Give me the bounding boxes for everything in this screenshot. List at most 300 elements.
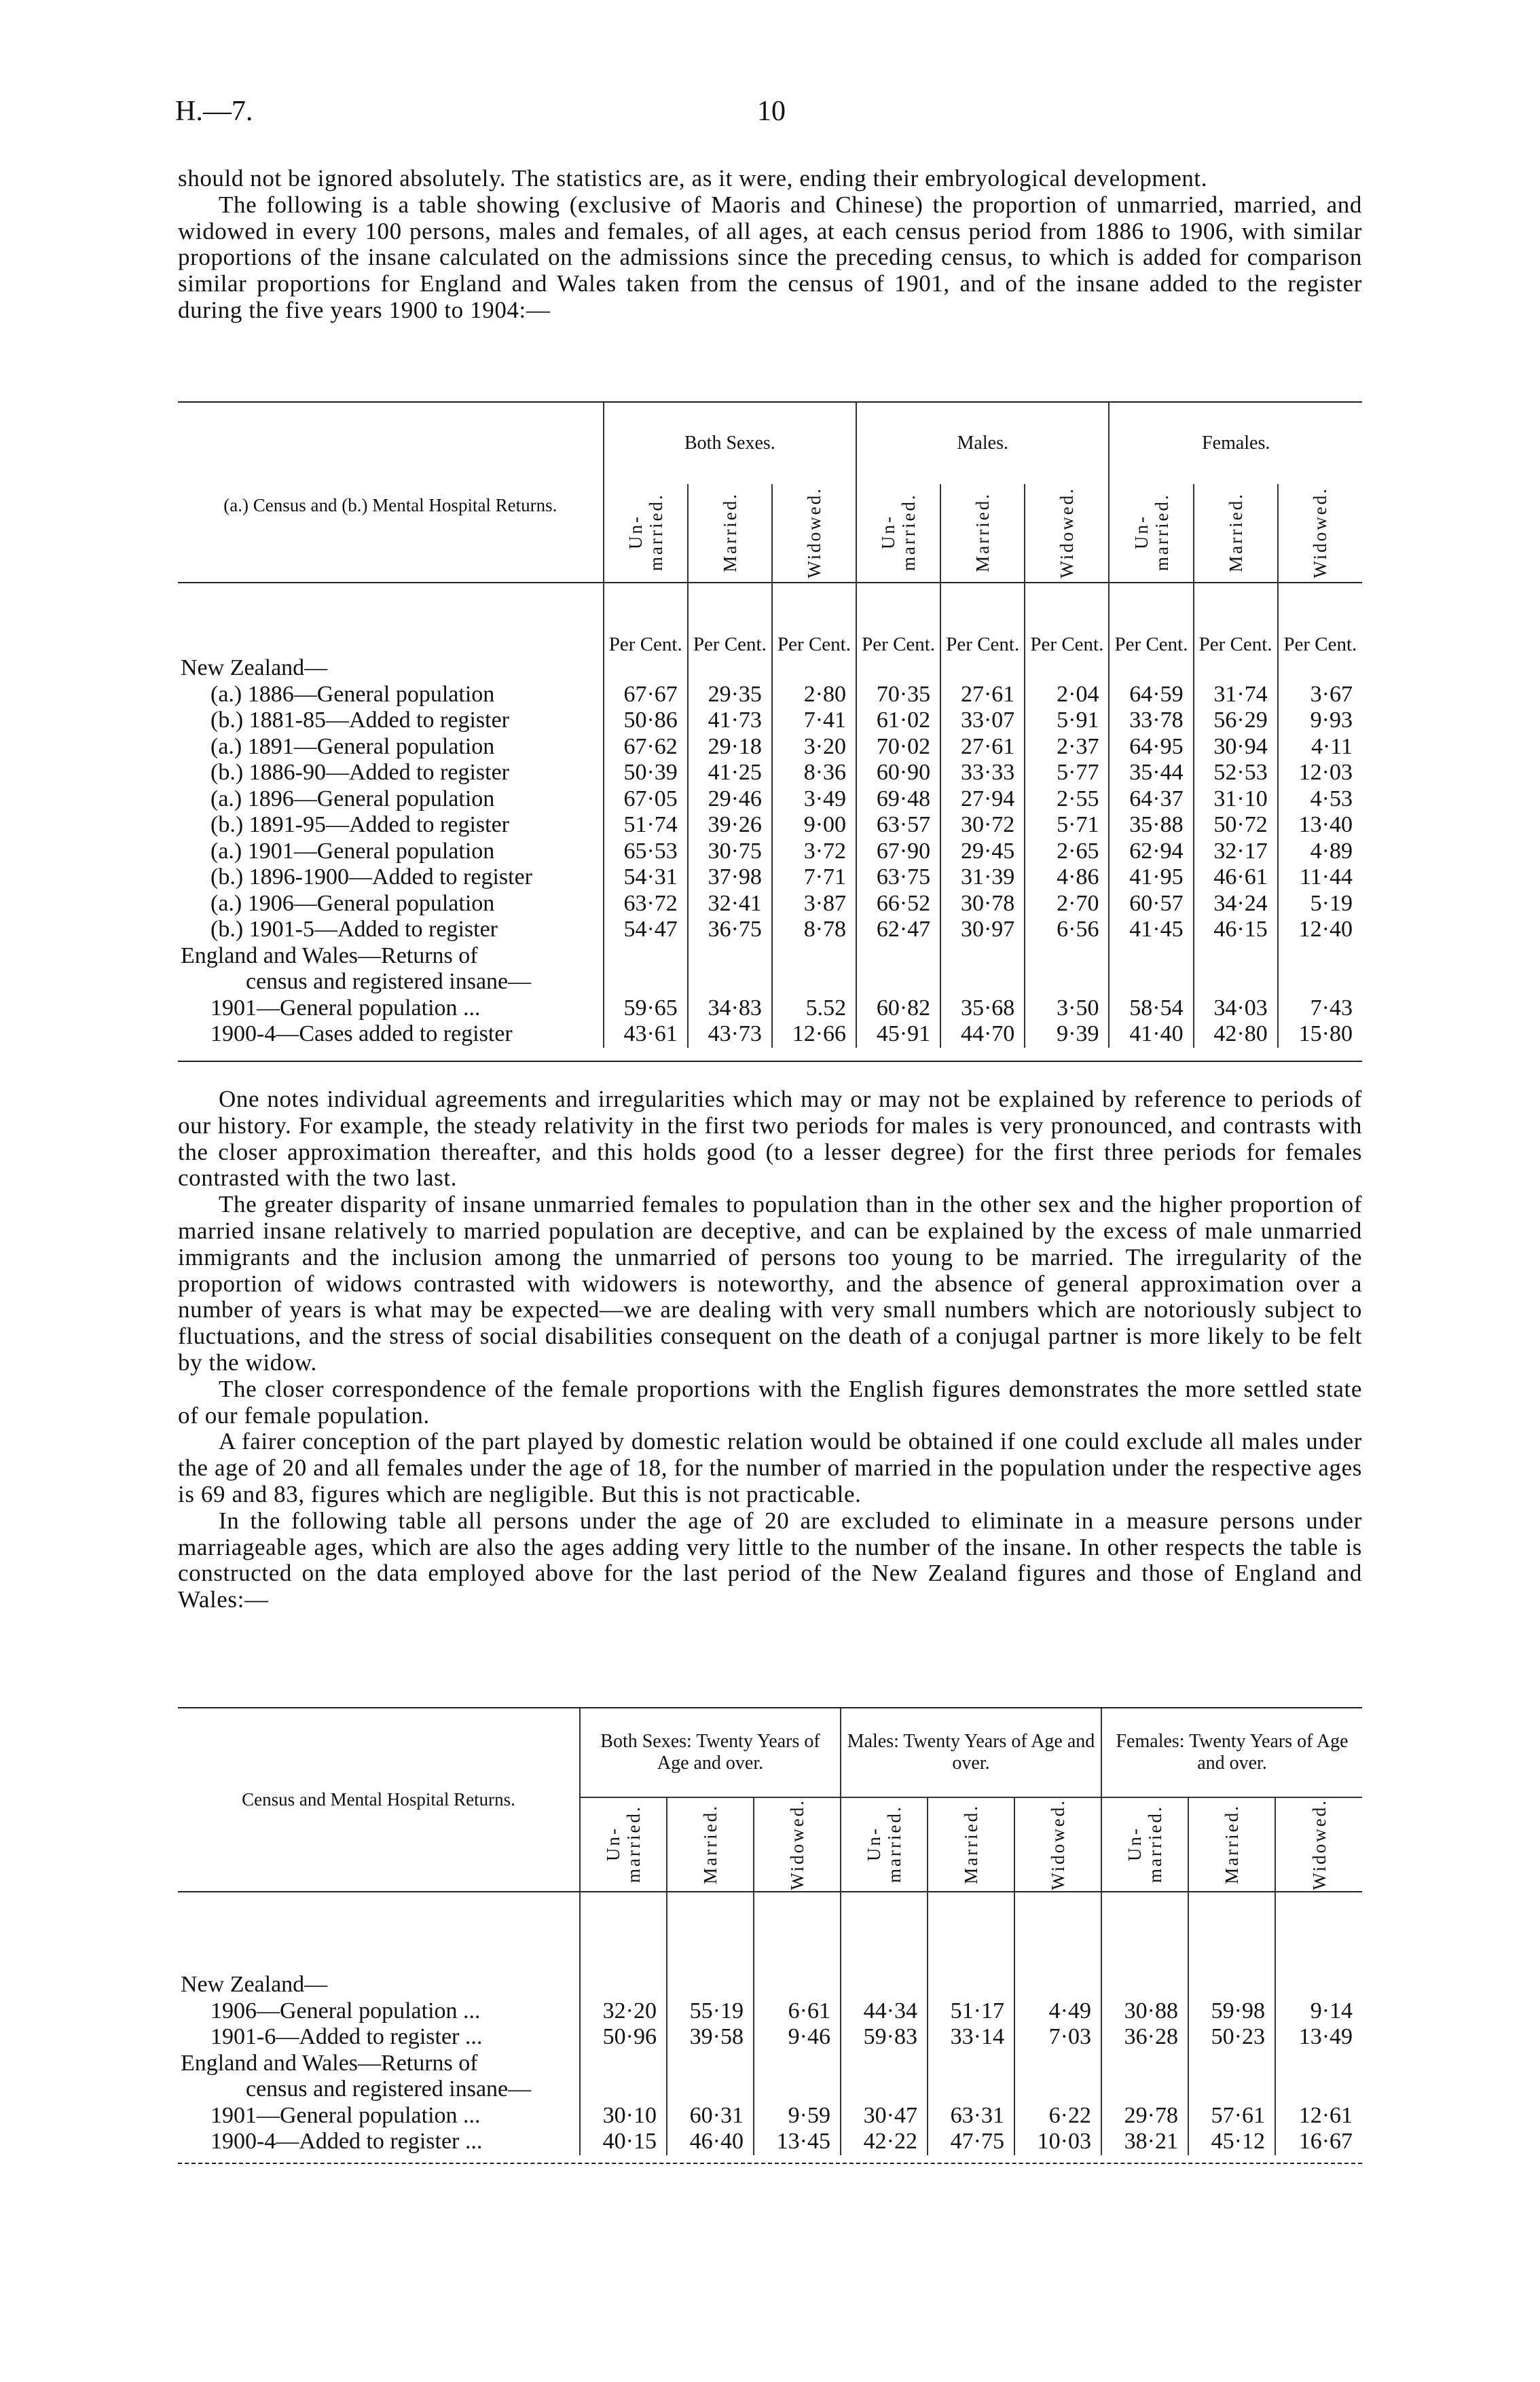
- column-header: [1278, 484, 1362, 581]
- cell-value: [1194, 655, 1278, 682]
- cell-value: [940, 969, 1025, 995]
- cell-value: [754, 1972, 841, 1998]
- column-header-label: Widowed.: [1310, 486, 1331, 579]
- row-label: (b.) 1891-95—Added to register: [210, 812, 510, 837]
- group-header: Both Sexes: Twenty Years of Age and over.: [580, 1708, 841, 1797]
- cell-value: 3·67: [1278, 682, 1362, 708]
- cell-value: 63·57: [856, 812, 940, 839]
- paragraph: The greater disparity of insane unmarried females to population than in the other sex and the higher proportion of married insane relatively to married population are deceptive, and can be explained by the excess of male unmarried immigrants and the inclusion among the unmarried of persons too young to be married. The irregularity of the proportion of widows contrasted with widowers is noteworthy, and the absence of general approximation over a number of years is what may be expected—we are dealing with very small numbers which are notoriously subject to fluctuations, and the stress of social disabilities consequent on the death of a conjugal partner is more likely to be felt by the widow.: [178, 1191, 1362, 1376]
- table-row: [178, 2076, 1362, 2103]
- cell-value: 44·70: [940, 1021, 1025, 1048]
- cell-value: 50·23: [1188, 2024, 1275, 2051]
- table-row: [178, 1021, 1362, 1048]
- row-label: 1901—General population ...: [210, 995, 481, 1021]
- table-row: [178, 839, 1362, 865]
- cell-value: 51·74: [604, 812, 688, 839]
- cell-value: 30·10: [580, 2103, 667, 2129]
- cell-value: 31·10: [1194, 786, 1278, 813]
- group-header: Females: Twenty Years of Age and over.: [1101, 1708, 1362, 1797]
- cell-value: [1014, 2051, 1101, 2077]
- cell-value: [580, 2051, 667, 2077]
- cell-value: 33·33: [940, 760, 1025, 786]
- table-row: [178, 682, 1362, 708]
- cell-value: [1275, 1972, 1362, 1998]
- cell-value: 42·80: [1194, 1021, 1278, 1048]
- column-header: [1101, 1797, 1188, 1890]
- cell-value: 41·45: [1109, 917, 1193, 943]
- row-label: census and registered insane—: [246, 969, 532, 994]
- cell-value: 9·46: [754, 2024, 841, 2051]
- table-row: [178, 1972, 1362, 1998]
- table-row: [178, 708, 1362, 734]
- row-label: 1900-4—Cases added to register: [210, 1021, 513, 1046]
- cell-value: [841, 2076, 928, 2103]
- cell-value: 69·48: [856, 786, 940, 813]
- cell-value: 70·02: [856, 734, 940, 761]
- cell-value: 66·52: [856, 891, 940, 917]
- report-code: H.—7.: [175, 96, 253, 127]
- table-row: [178, 734, 1362, 761]
- spacer: [178, 581, 604, 655]
- cell-value: 47·75: [928, 2129, 1014, 2155]
- cell-value: 7·41: [772, 708, 856, 734]
- cell-value: [841, 1972, 928, 1998]
- cell-value: 63·72: [604, 891, 688, 917]
- cell-value: [1275, 2051, 1362, 2077]
- cell-value: 63·31: [928, 2103, 1014, 2129]
- unit-label: [1014, 1890, 1101, 1972]
- cell-value: 3·20: [772, 734, 856, 761]
- cell-value: 3·49: [772, 786, 856, 813]
- column-header-label: Married.: [719, 492, 740, 572]
- cell-value: [1025, 943, 1109, 970]
- paragraph: One notes individual agreements and irregularities which may or may not be explained by reference to periods of our history. For example, the steady relativity in the first two periods for males is very pronounced, and contrasts with the closer approximation thereafter, and this holds good (to a lesser degree) for the first three periods for females contrasted with the two last.: [178, 1086, 1362, 1192]
- cell-value: 29·45: [940, 839, 1025, 865]
- cell-value: 52·53: [1194, 760, 1278, 786]
- cell-value: 34·24: [1194, 891, 1278, 917]
- column-header: [1025, 484, 1109, 581]
- table-row: [178, 864, 1362, 891]
- cell-value: [754, 2051, 841, 2077]
- column-header: [580, 1797, 667, 1890]
- column-header: [1194, 484, 1278, 581]
- column-header-label: Married.: [1225, 492, 1246, 572]
- cell-value: 67·67: [604, 682, 688, 708]
- unit-label: Per Cent.: [1025, 581, 1109, 655]
- row-label: England and Wales—Returns of: [181, 2050, 478, 2076]
- table-row: [178, 2103, 1362, 2129]
- column-header-label: Un-married.: [1124, 1805, 1165, 1884]
- row-label: 1901—General population ...: [210, 2102, 481, 2128]
- column-header: [667, 1797, 754, 1890]
- paragraph: In the following table all persons under the age of 20 are excluded to eliminate in a measure persons under marriageable ages, which are also the ages adding very little to the number of the insane. In other respects the table is constructed on the data employed above for the last period of the New Zealand figures and those of England and Wales:—: [178, 1507, 1362, 1613]
- page-number: 10: [757, 96, 786, 127]
- cell-value: 54·47: [604, 917, 688, 943]
- paragraph: The following is a table showing (exclusive of Maoris and Chinese) the proportion of unmarried, married, and widowed in every 100 persons, males and females, of all ages, at each census period from 1886 to 1906, with similar proportions of the insane calculated on the admissions since the preceding census, to which is added for comparison similar proportions for England and Wales taken from the census of 1901, and of the insane added to the register during the five years 1900 to 1904:—: [178, 191, 1362, 323]
- cell-value: [928, 2076, 1014, 2103]
- paragraph: should not be ignored absolutely. The statistics are, as it were, ending their embryological development.: [178, 165, 1208, 191]
- cell-value: 29·18: [688, 734, 772, 761]
- cell-value: 35·44: [1109, 760, 1193, 786]
- unit-label: Per Cent.: [940, 581, 1025, 655]
- stub-header: Census and Mental Hospital Returns.: [242, 1789, 515, 1810]
- cell-value: 2·04: [1025, 682, 1109, 708]
- cell-value: 35·88: [1109, 812, 1193, 839]
- row-label: (a.) 1906—General population: [210, 890, 495, 916]
- cell-value: 12·03: [1278, 760, 1362, 786]
- paragraph: The closer correspondence of the female proportions with the English figures demonstrates the more settled state of our female population.: [178, 1375, 1362, 1429]
- cell-value: 13·49: [1275, 2024, 1362, 2051]
- cell-value: [667, 1972, 754, 1998]
- cell-value: [1194, 969, 1278, 995]
- column-header-label: Un-married.: [864, 1805, 904, 1884]
- cell-value: 43·61: [604, 1021, 688, 1048]
- column-header: [688, 484, 772, 581]
- cell-value: 2·55: [1025, 786, 1109, 813]
- cell-value: 44·34: [841, 1998, 928, 2025]
- cell-value: 30·94: [1194, 734, 1278, 761]
- cell-value: 3·50: [1025, 995, 1109, 1022]
- table-row: [178, 995, 1362, 1022]
- column-header: [940, 484, 1025, 581]
- cell-value: 5.52: [772, 995, 856, 1022]
- column-header: [1014, 1797, 1101, 1890]
- cell-value: [1025, 655, 1109, 682]
- row-label: (b.) 1881-85—Added to register: [210, 708, 510, 733]
- cell-value: 2·80: [772, 682, 856, 708]
- cell-value: [604, 655, 688, 682]
- table-census-twenty-and-over: [178, 1708, 1362, 2155]
- column-header-label: Un-married.: [1131, 493, 1172, 572]
- cell-value: [580, 1972, 667, 1998]
- column-header: [856, 484, 940, 581]
- cell-value: 41·25: [688, 760, 772, 786]
- unit-label: [1101, 1890, 1188, 1972]
- table-census-all-ages: [178, 403, 1362, 1048]
- cell-value: 5·91: [1025, 708, 1109, 734]
- cell-value: 12·40: [1278, 917, 1362, 943]
- row-label: New Zealand—: [181, 1972, 328, 1997]
- cell-value: 55·19: [667, 1998, 754, 2025]
- cell-value: 39·26: [688, 812, 772, 839]
- cell-value: 65·53: [604, 839, 688, 865]
- table-row: [178, 2051, 1362, 2077]
- cell-value: [772, 969, 856, 995]
- cell-value: 29·78: [1101, 2103, 1188, 2129]
- cell-value: 9·00: [772, 812, 856, 839]
- table-row: [178, 917, 1362, 943]
- cell-value: [1101, 1972, 1188, 1998]
- cell-value: 64·37: [1109, 786, 1193, 813]
- table-row: [178, 655, 1362, 682]
- cell-value: 6·22: [1014, 2103, 1101, 2129]
- cell-value: 51·17: [928, 1998, 1014, 2025]
- unit-label: Per Cent.: [772, 581, 856, 655]
- table-row: [178, 2024, 1362, 2051]
- cell-value: [928, 1972, 1014, 1998]
- cell-value: 45·12: [1188, 2129, 1275, 2155]
- cell-value: 2·70: [1025, 891, 1109, 917]
- table-row: [178, 1998, 1362, 2025]
- unit-label: [754, 1890, 841, 1972]
- table-row: [178, 812, 1362, 839]
- cell-value: [1101, 2051, 1188, 2077]
- cell-value: 35·68: [940, 995, 1025, 1022]
- group-header: Males: Twenty Years of Age and over.: [841, 1708, 1101, 1797]
- cell-value: 50·96: [580, 2024, 667, 2051]
- cell-value: 4·89: [1278, 839, 1362, 865]
- column-header: [1188, 1797, 1275, 1890]
- cell-value: 30·97: [940, 917, 1025, 943]
- cell-value: 3·87: [772, 891, 856, 917]
- cell-value: 30·75: [688, 839, 772, 865]
- cell-value: [1014, 1972, 1101, 1998]
- row-label: 1900-4—Added to register ...: [210, 2129, 483, 2154]
- cell-value: 7·43: [1278, 995, 1362, 1022]
- cell-value: 4·86: [1025, 864, 1109, 891]
- cell-value: 50·72: [1194, 812, 1278, 839]
- cell-value: 37·98: [688, 864, 772, 891]
- column-header-label: Widowed.: [787, 1798, 807, 1890]
- cell-value: [1275, 2076, 1362, 2103]
- cell-value: 13·40: [1278, 812, 1362, 839]
- row-label: census and registered insane—: [246, 2076, 532, 2102]
- cell-value: 64·95: [1109, 734, 1193, 761]
- cell-value: 70·35: [856, 682, 940, 708]
- row-label: England and Wales—Returns of: [181, 942, 478, 968]
- cell-value: [1188, 2051, 1275, 2077]
- cell-value: 41·40: [1109, 1021, 1193, 1048]
- cell-value: 33·78: [1109, 708, 1193, 734]
- column-header: [841, 1797, 928, 1890]
- cell-value: 67·90: [856, 839, 940, 865]
- cell-value: 56·29: [1194, 708, 1278, 734]
- cell-value: [1109, 655, 1193, 682]
- body-text: [178, 1086, 1362, 1613]
- cell-value: [667, 2076, 754, 2103]
- table-rule: [178, 1061, 1362, 1062]
- cell-value: 46·40: [667, 2129, 754, 2155]
- cell-value: [940, 943, 1025, 970]
- cell-value: [1188, 2076, 1275, 2103]
- cell-value: [856, 969, 940, 995]
- cell-value: [1278, 969, 1362, 995]
- cell-value: 9·59: [754, 2103, 841, 2129]
- cell-value: 43·73: [688, 1021, 772, 1048]
- cell-value: [604, 943, 688, 970]
- table-row: [178, 969, 1362, 995]
- cell-value: 62·94: [1109, 839, 1193, 865]
- cell-value: [604, 969, 688, 995]
- cell-value: 59·65: [604, 995, 688, 1022]
- cell-value: [1188, 1972, 1275, 1998]
- cell-value: 10·03: [1014, 2129, 1101, 2155]
- cell-value: 36·28: [1101, 2024, 1188, 2051]
- column-header-label: Un-married.: [603, 1805, 644, 1884]
- unit-label: Per Cent.: [1109, 581, 1193, 655]
- column-header: [928, 1797, 1014, 1890]
- cell-value: 30·72: [940, 812, 1025, 839]
- unit-label: [841, 1890, 928, 1972]
- cell-value: [1194, 943, 1278, 970]
- column-header-label: Widowed.: [1308, 1798, 1330, 1890]
- table-row: [178, 2129, 1362, 2155]
- cell-value: 34·03: [1194, 995, 1278, 1022]
- cell-value: 5·19: [1278, 891, 1362, 917]
- cell-value: [841, 2051, 928, 2077]
- column-header: [604, 484, 688, 581]
- cell-value: 9·14: [1275, 1998, 1362, 2025]
- cell-value: 60·31: [667, 2103, 754, 2129]
- cell-value: 50·86: [604, 708, 688, 734]
- cell-value: 3·72: [772, 839, 856, 865]
- cell-value: 8·36: [772, 760, 856, 786]
- row-label: (a.) 1891—General population: [210, 733, 495, 759]
- cell-value: 33·07: [940, 708, 1025, 734]
- unit-label: [667, 1890, 754, 1972]
- cell-value: 5·71: [1025, 812, 1109, 839]
- cell-value: 64·59: [1109, 682, 1193, 708]
- cell-value: 30·78: [940, 891, 1025, 917]
- cell-value: 29·35: [688, 682, 772, 708]
- cell-value: 40·15: [580, 2129, 667, 2155]
- cell-value: [688, 969, 772, 995]
- cell-value: 41·73: [688, 708, 772, 734]
- cell-value: 34·83: [688, 995, 772, 1022]
- intro-text: [178, 166, 1362, 324]
- group-header: Both Sexes.: [604, 403, 856, 484]
- group-header: Males.: [856, 403, 1109, 484]
- cell-value: 4·49: [1014, 1998, 1101, 2025]
- unit-label: Per Cent.: [604, 581, 688, 655]
- table-rule: [178, 2163, 1362, 2164]
- unit-label: Per Cent.: [1278, 581, 1362, 655]
- cell-value: [688, 943, 772, 970]
- cell-value: 11·44: [1278, 864, 1362, 891]
- paragraph: A fairer conception of the part played by domestic relation would be obtained if one could exclude all males under the age of 20 and all females under the age of 18, for the number of married in the population under the respective ages is 69 and 83, figures which are negligible. But this is not practicable.: [178, 1428, 1362, 1507]
- cell-value: 4·11: [1278, 734, 1362, 761]
- cell-value: 32·20: [580, 1998, 667, 2025]
- column-header-label: Widowed.: [1048, 1798, 1068, 1890]
- spacer: [178, 1890, 580, 1972]
- cell-value: 15·80: [1278, 1021, 1362, 1048]
- unit-label: [928, 1890, 1014, 1972]
- cell-value: 67·05: [604, 786, 688, 813]
- cell-value: 9·39: [1025, 1021, 1109, 1048]
- group-header: Females.: [1109, 403, 1362, 484]
- cell-value: 27·61: [940, 682, 1025, 708]
- cell-value: 59·83: [841, 2024, 928, 2051]
- column-header: [1275, 1797, 1362, 1890]
- cell-value: [928, 2051, 1014, 2077]
- column-header: [1109, 484, 1193, 581]
- cell-value: 30·47: [841, 2103, 928, 2129]
- column-header: [772, 484, 856, 581]
- column-header: [754, 1797, 841, 1890]
- cell-value: 46·15: [1194, 917, 1278, 943]
- cell-value: 4·53: [1278, 786, 1362, 813]
- cell-value: 6·56: [1025, 917, 1109, 943]
- cell-value: 27·94: [940, 786, 1025, 813]
- column-header-label: Married.: [1222, 1804, 1242, 1884]
- unit-label: Per Cent.: [1194, 581, 1278, 655]
- cell-value: 12·61: [1275, 2103, 1362, 2129]
- row-label: (b.) 1886-90—Added to register: [210, 760, 510, 785]
- table-row: [178, 786, 1362, 813]
- cell-value: 59·98: [1188, 1998, 1275, 2025]
- cell-value: [754, 2076, 841, 2103]
- row-label: 1906—General population ...: [210, 1998, 481, 2023]
- cell-value: 54·31: [604, 864, 688, 891]
- cell-value: 57·61: [1188, 2103, 1275, 2129]
- cell-value: 41·95: [1109, 864, 1193, 891]
- cell-value: 2·37: [1025, 734, 1109, 761]
- cell-value: 2·65: [1025, 839, 1109, 865]
- cell-value: [856, 655, 940, 682]
- cell-value: 67·62: [604, 734, 688, 761]
- cell-value: 63·75: [856, 864, 940, 891]
- cell-value: 8·78: [772, 917, 856, 943]
- row-label: (b.) 1896-1900—Added to register: [210, 864, 533, 890]
- row-label: (a.) 1886—General population: [210, 681, 495, 707]
- cell-value: 58·54: [1109, 995, 1193, 1022]
- cell-value: [772, 943, 856, 970]
- column-header-label: Widowed.: [1057, 486, 1078, 579]
- table-row: [178, 760, 1362, 786]
- unit-label: [1188, 1890, 1275, 1972]
- stub-header: (a.) Census and (b.) Mental Hospital Returns.: [223, 494, 557, 515]
- cell-value: 5·77: [1025, 760, 1109, 786]
- cell-value: 31·74: [1194, 682, 1278, 708]
- cell-value: 27·61: [940, 734, 1025, 761]
- column-header-label: Un-married.: [625, 493, 666, 572]
- cell-value: 6·61: [754, 1998, 841, 2025]
- cell-value: [688, 655, 772, 682]
- cell-value: 50·39: [604, 760, 688, 786]
- row-label: 1901-6—Added to register ...: [210, 2024, 483, 2049]
- cell-value: 32·41: [688, 891, 772, 917]
- cell-value: 29·46: [688, 786, 772, 813]
- unit-label: Per Cent.: [688, 581, 772, 655]
- cell-value: 38·21: [1101, 2129, 1188, 2155]
- cell-value: [580, 2076, 667, 2103]
- cell-value: [1109, 969, 1193, 995]
- cell-value: 13·45: [754, 2129, 841, 2155]
- column-header-label: Un-married.: [878, 493, 919, 572]
- cell-value: 9·93: [1278, 708, 1362, 734]
- cell-value: 36·75: [688, 917, 772, 943]
- cell-value: 60·82: [856, 995, 940, 1022]
- row-label: New Zealand—: [181, 655, 328, 680]
- column-header-label: Married.: [972, 492, 993, 572]
- row-label: (a.) 1901—General population: [210, 838, 495, 864]
- cell-value: 46·61: [1194, 864, 1278, 891]
- cell-value: 42·22: [841, 2129, 928, 2155]
- table-row: [178, 891, 1362, 917]
- column-header-label: Married.: [961, 1804, 981, 1884]
- cell-value: 62·47: [856, 917, 940, 943]
- cell-value: 39·58: [667, 2024, 754, 2051]
- cell-value: 61·02: [856, 708, 940, 734]
- cell-value: 7·71: [772, 864, 856, 891]
- cell-value: 32·17: [1194, 839, 1278, 865]
- cell-value: [772, 655, 856, 682]
- cell-value: [1278, 655, 1362, 682]
- unit-label: [1275, 1890, 1362, 1972]
- cell-value: 60·57: [1109, 891, 1193, 917]
- column-header-label: Widowed.: [804, 486, 824, 579]
- cell-value: [1278, 943, 1362, 970]
